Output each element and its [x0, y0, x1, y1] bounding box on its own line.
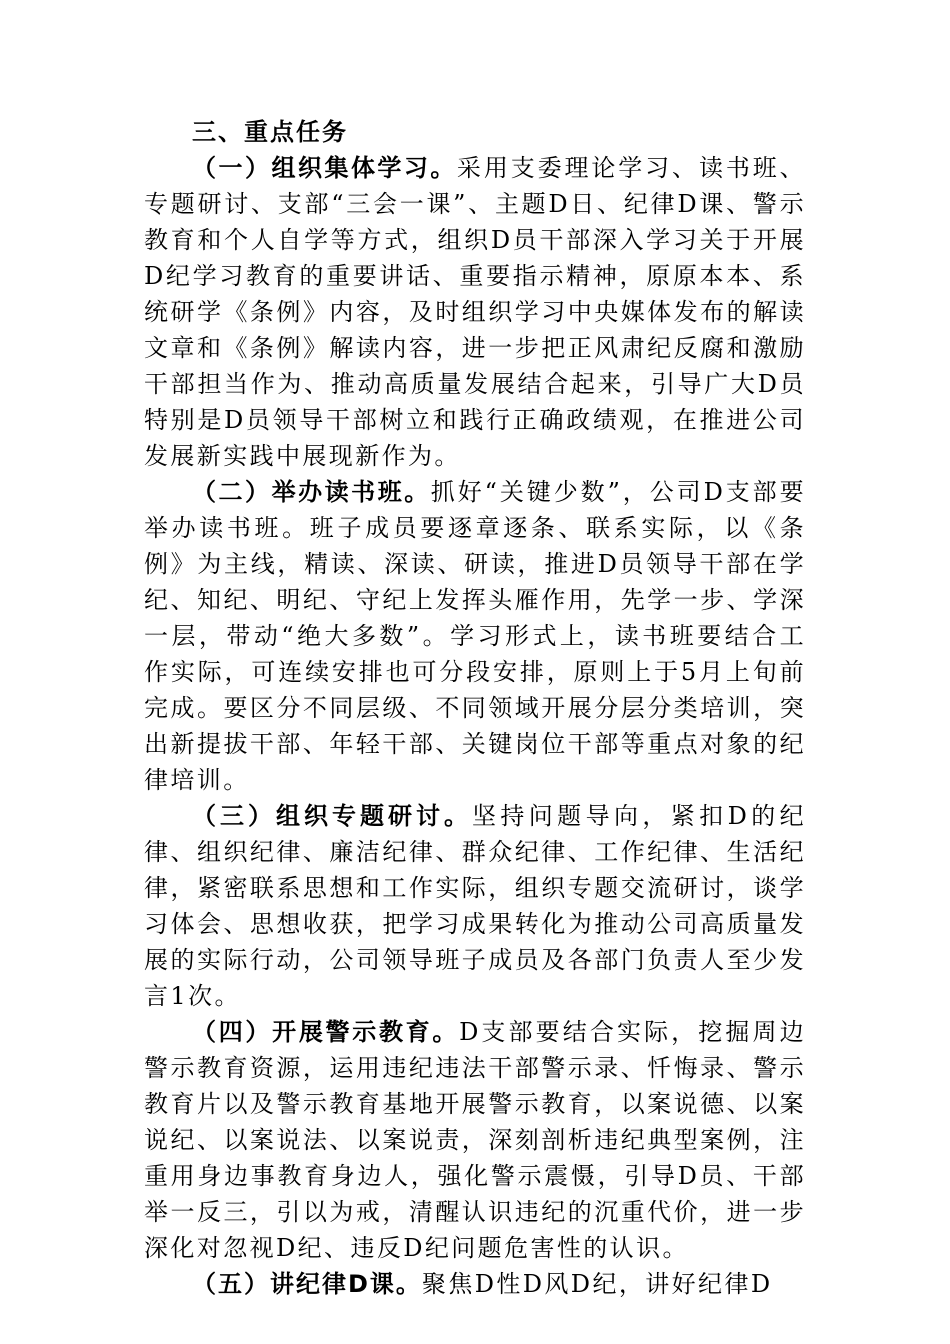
paragraph-3-body: 坚持问题导向，紧扣D的纪律、组织纪律、廉洁纪律、群众纪律、工作纪律、生活纪律，紧密联系思想和工作实际，组织专题交流研讨，谈学习体会、思想收获，把学习成果转化为推动公司高质量发展的实际行动，公司领导班子成员及各部门负责人至少发言1次。: [144, 802, 807, 1010]
paragraph-1-body: 采用支委理论学习、读书班、专题研讨、支部“三会一课”、主题D日、纪律D课、警示教育和个人自学等方式，组织D员干部深入学习关于开展D纪学习教育的重要讲话、重要指示精神，原原本本、系统研学《条例》内容，及时组织学习中央媒体发布的解读文章和《条例》解读内容，进一步把正风肃纪反腐和激励干部担当作为、推动高质量发展结合起来，引导广大D员特别是D员领导干部树立和践行正确政绩观，在推进公司发展新实践中展现新作为。: [144, 154, 807, 470]
paragraph-5-lead: （五）讲纪律D课。: [192, 1270, 422, 1298]
paragraph-4: [144, 1014, 806, 1266]
paragraph-3: [144, 798, 806, 1014]
paragraph-5-body: 聚焦D性D风D纪，讲好纪律D: [421, 1270, 773, 1298]
document-body: [144, 114, 806, 1302]
paragraph-2: [144, 474, 806, 798]
paragraph-2-body: 抓好“关键少数”，公司D支部要举办读书班。班子成员要逐章逐条、联系实际，以《条例》为主线，精读、深读、研读，推进D员领导干部在学纪、知纪、明纪、守纪上发挥头雁作用，先学一步、学深一层，带动“绝大多数”。学习形式上，读书班要结合工作实际，可连续安排也可分段安排，原则上于5月上旬前完成。要区分不同层级、不同领域开展分层分类培训，突出新提拔干部、年轻干部、关键岗位干部等重点对象的纪律培训。: [144, 478, 806, 794]
paragraph-1-lead: （一）组织集体学习。: [192, 154, 457, 182]
paragraph-2-lead: （二）举办读书班。: [192, 478, 431, 506]
section-heading: 三、重点任务: [192, 118, 348, 146]
paragraph-4-body: D支部要结合实际，挖掘周边警示教育资源，运用违纪违法干部警示录、忏悔录、警示教育片以及警示教育基地开展警示教育，以案说德、以案说纪、以案说法、以案说责，深刻剖析违纪典型案例，注重用身边事教育身边人，强化警示震慑，引导D员、干部举一反三，引以为戒，清醒认识违纪的沉重代价，进一步深化对忽视D纪、违反D纪问题危害性的认识。: [144, 1018, 806, 1262]
paragraph-5: [144, 1266, 806, 1302]
paragraph-3-lead: （三）组织专题研讨。: [192, 802, 472, 830]
paragraph-1: [144, 150, 806, 474]
paragraph-4-lead: （四）开展警示教育。: [192, 1018, 460, 1046]
